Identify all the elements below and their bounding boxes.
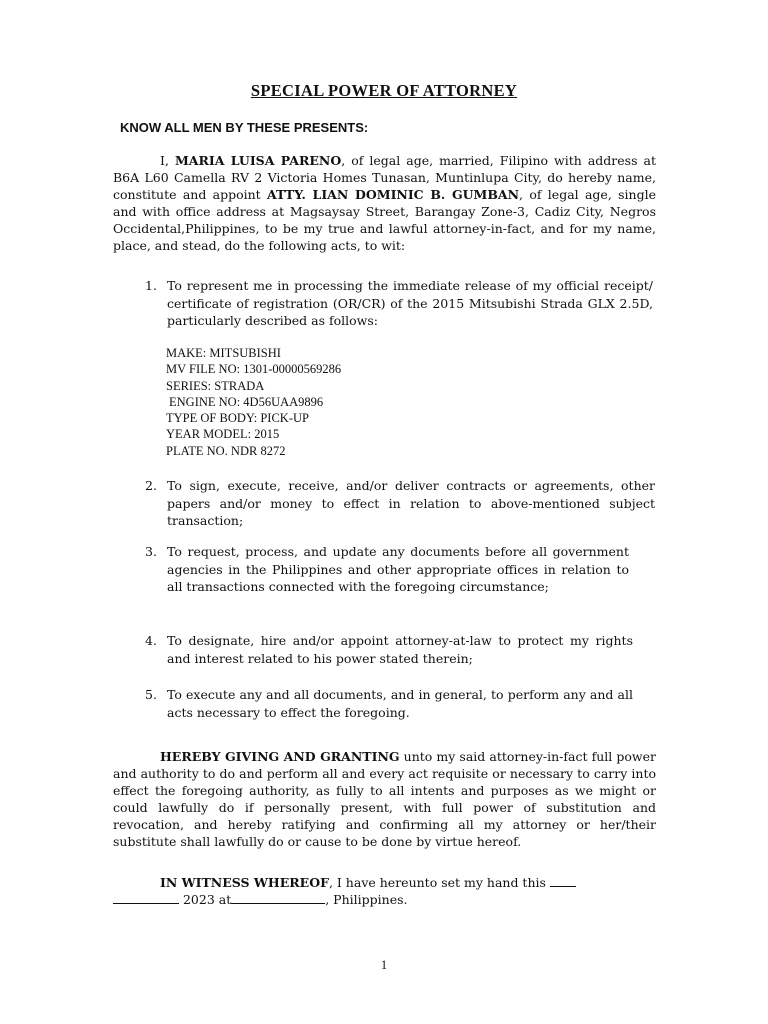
- witness-paragraph: [113, 874, 656, 908]
- list-item-number: 4.: [145, 633, 157, 648]
- vehicle-make: MAKE: MITSUBISHI: [166, 346, 281, 360]
- granting-paragraph: [113, 748, 656, 851]
- vehicle-engine-no: ENGINE NO: 4D56UAA9896: [169, 394, 324, 409]
- intro-paragraph: [113, 152, 656, 255]
- preamble: KNOW ALL MEN BY THESE PRESENTS:: [120, 120, 369, 135]
- list-item-text: To designate, hire and/or appoint attorney-at-law to protect my rights and interest related to his power stated therein;: [167, 633, 633, 666]
- page-number: 1: [380, 958, 388, 972]
- principal-name: MARIA LUISA PARENO: [174, 153, 342, 168]
- witness-text-a: , I have hereunto set my hand this: [328, 875, 550, 890]
- list-item-number: 1.: [145, 278, 157, 293]
- month-blank: [113, 891, 179, 904]
- witness-lead: IN WITNESS WHEREOF: [160, 875, 329, 890]
- intro-text-b: , of legal age, single and with office address at Magsaysay Street, Barangay Zone-3, Cadiz City, Negros Occidental,Philippines, to be my true and lawful attorney-in-fact, and for my name, place, and stead, do the following acts, to wit:: [113, 187, 656, 254]
- list-item-text: To sign, execute, receive, and/or deliver contracts or agreements, other papers and/or money to effect in relation to above-mentioned subject transaction;: [167, 478, 655, 529]
- granting-lead: HEREBY GIVING AND GRANTING: [160, 749, 400, 764]
- vehicle-year-model: YEAR MODEL: 2015: [166, 427, 280, 442]
- list-item-number: 2.: [145, 478, 157, 493]
- intro-pronoun: I,: [160, 153, 175, 168]
- attorney-name: ATTY. LIAN DOMINIC B. GUMBAN: [267, 187, 520, 203]
- vehicle-mv-file-no: MV FILE NO: 1301-00000569286: [166, 362, 342, 377]
- list-item-text: To execute any and all documents, and in general, to perform any and all acts necessary to effect the foregoing.: [167, 687, 633, 720]
- list-item-number: 3.: [145, 544, 157, 559]
- day-blank: [550, 874, 576, 887]
- intro-text-a: , of legal age, married, Filipino with address at B6A L60 Camella RV 2 Victoria Homes Tunasan, Muntinlupa City, do hereby name, constitute and appoint: [113, 153, 656, 203]
- list-item-text: To request, process, and update any documents before all government agencies in the Philippines and other appropriate offices in relation to all transactions connected with the foregoing circumstance;: [167, 544, 629, 595]
- vehicle-details: [166, 345, 341, 459]
- list-item-number: 5.: [145, 687, 157, 702]
- witness-text-c: , Philippines.: [325, 892, 408, 908]
- witness-text-b: 2023 at: [179, 892, 232, 908]
- vehicle-body-type: TYPE OF BODY: PICK-UP: [166, 411, 309, 426]
- document-title: SPECIAL POWER OF ATTORNEY: [250, 81, 518, 100]
- vehicle-plate-no: PLATE NO. NDR 8272: [166, 443, 286, 458]
- place-blank: [231, 891, 325, 904]
- granting-text: unto my said attorney-in-fact full power and authority to do and perform all and every act requisite or necessary to carry into effect the foregoing authority, as fully to all intents and purposes as we might or could lawfully do if personally present, with full power of substitution and revocation, and hereby ratifying and confirming all my attorney or her/their substitute shall lawfully do or cause to be done by virtue hereof.: [113, 749, 656, 850]
- list-item-text: To represent me in processing the immediate release of my official receipt/ certificate of registration (OR/CR) of the 2015 Mitsubishi Strada GLX 2.5D, particularly described as follows:: [167, 278, 653, 329]
- vehicle-series: SERIES: STRADA: [166, 378, 265, 393]
